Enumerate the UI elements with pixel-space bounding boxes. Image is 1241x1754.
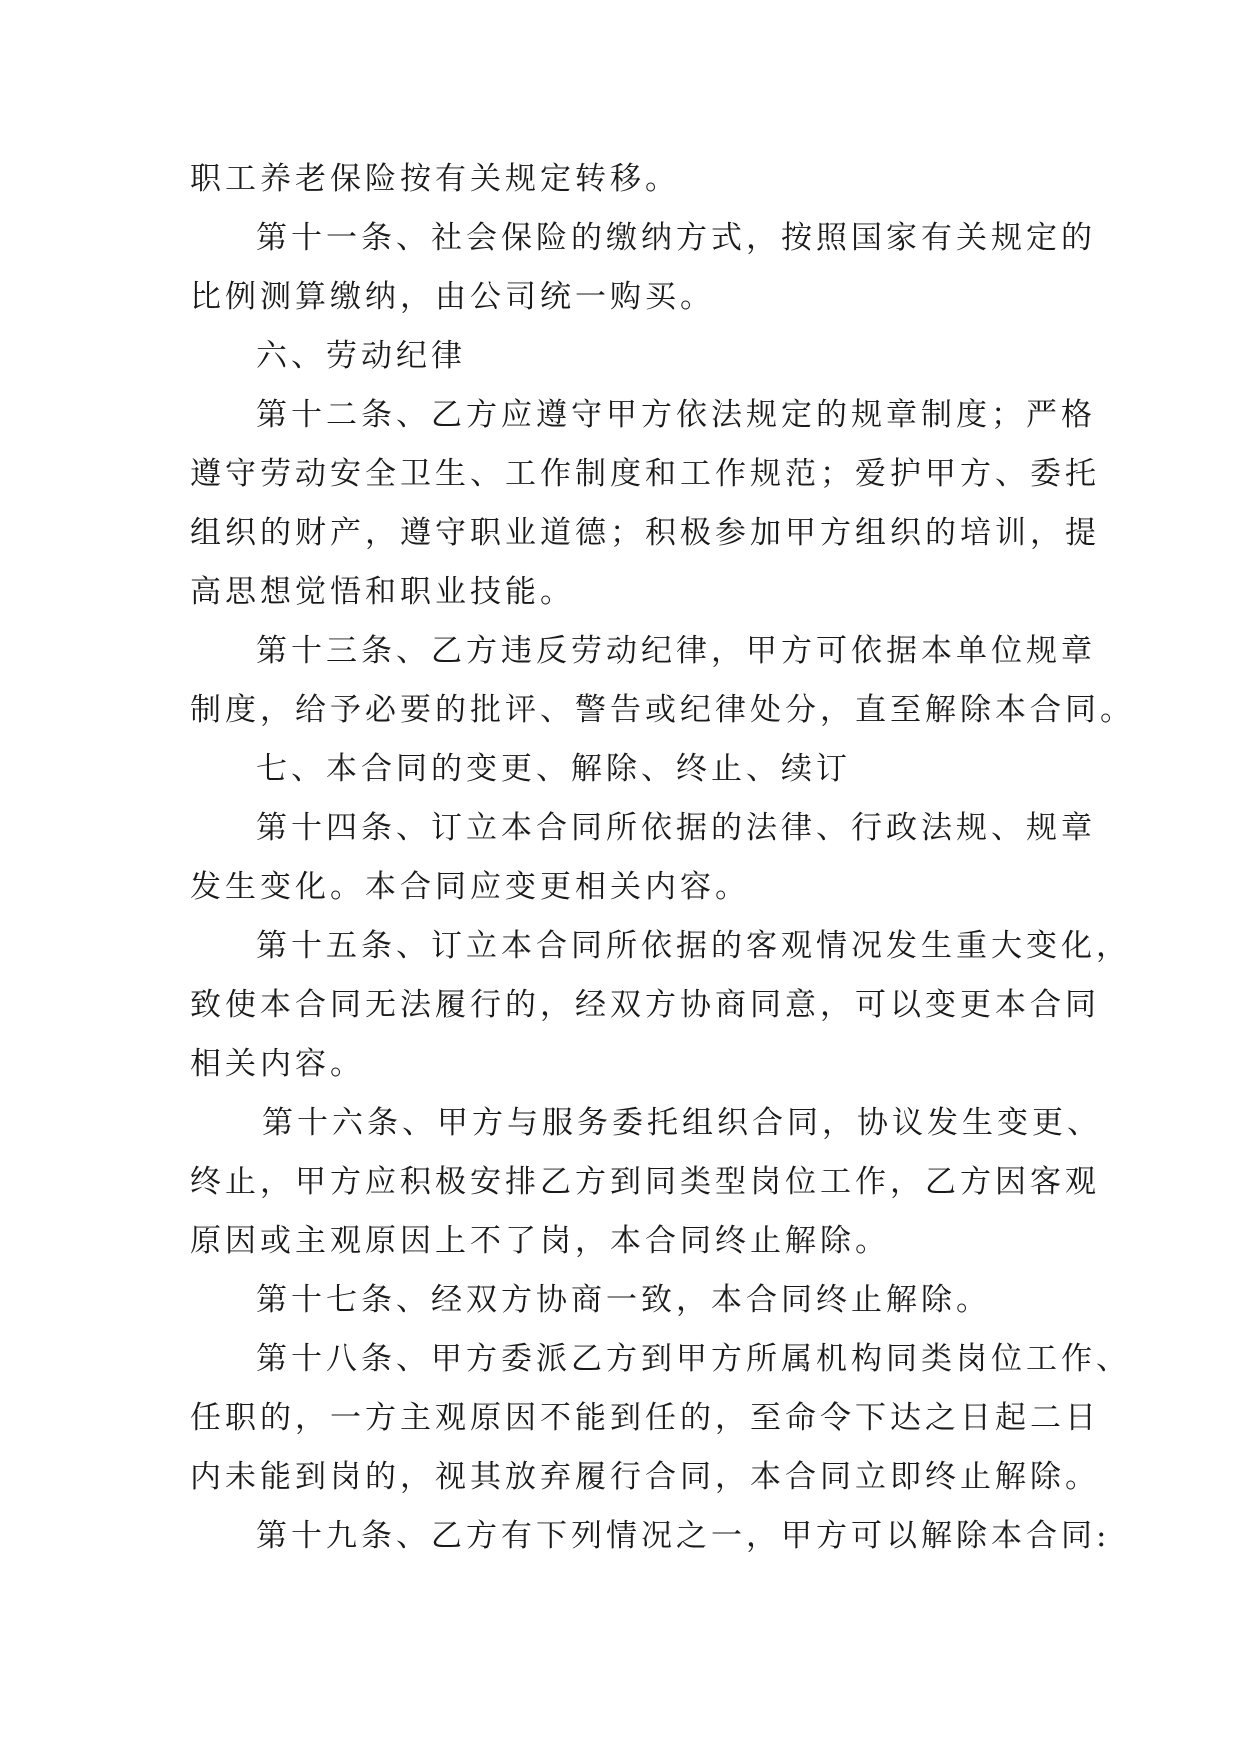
article-12-line-2: 遵守劳动安全卫生、工作制度和工作规范；爱护甲方、委托	[190, 456, 1100, 492]
article-16-line-1: 第十六条、甲方与服务委托组织合同，协议发生变更、	[262, 1105, 1102, 1141]
document-body	[190, 150, 1135, 1566]
article-12-line-4: 高思想觉悟和职业技能。	[190, 574, 575, 610]
article-19-line-1: 第十九条、乙方有下列情况之一，甲方可以解除本合同:	[256, 1518, 1111, 1554]
article-13-line-2: 制度，给予必要的批评、警告或纪律处分，直至解除本合同。	[190, 692, 1135, 728]
article-15-line-2: 致使本合同无法履行的，经双方协商同意，可以变更本合同	[190, 987, 1100, 1023]
article-15-line-1: 第十五条、订立本合同所依据的客观情况发生重大变化，	[256, 928, 1131, 964]
article-18-line-1: 第十八条、甲方委派乙方到甲方所属机构同类岗位工作、	[256, 1341, 1131, 1377]
article-12-line-3: 组织的财产，遵守职业道德；积极参加甲方组织的培训，提	[190, 515, 1100, 551]
article-16-line-2: 终止，甲方应积极安排乙方到同类型岗位工作，乙方因客观	[190, 1164, 1100, 1200]
section-heading-labor-discipline: 六、劳动纪律	[256, 338, 466, 374]
article-11-line-1: 第十一条、社会保险的缴纳方式，按照国家有关规定的	[256, 220, 1096, 256]
article-17-line-1: 第十七条、经双方协商一致，本合同终止解除。	[256, 1282, 991, 1318]
article-18-line-3: 内未能到岗的，视其放弃履行合同，本合同立即终止解除。	[190, 1459, 1100, 1495]
article-15-line-3: 相关内容。	[190, 1046, 365, 1082]
text-line: 职工养老保险按有关规定转移。	[190, 161, 680, 197]
article-18-line-2: 任职的，一方主观原因不能到任的，至命令下达之日起二日	[190, 1400, 1100, 1436]
article-14-line-1: 第十四条、订立本合同所依据的法律、行政法规、规章	[256, 810, 1096, 846]
section-heading-contract-changes: 七、本合同的变更、解除、终止、续订	[256, 751, 851, 787]
article-11-line-2: 比例测算缴纳，由公司统一购买。	[190, 279, 715, 315]
article-14-line-2: 发生变化。本合同应变更相关内容。	[190, 869, 750, 905]
article-13-line-1: 第十三条、乙方违反劳动纪律，甲方可依据本单位规章	[256, 633, 1096, 669]
article-16-line-3: 原因或主观原因上不了岗，本合同终止解除。	[190, 1223, 890, 1259]
article-12-line-1: 第十二条、乙方应遵守甲方依法规定的规章制度；严格	[256, 397, 1096, 433]
